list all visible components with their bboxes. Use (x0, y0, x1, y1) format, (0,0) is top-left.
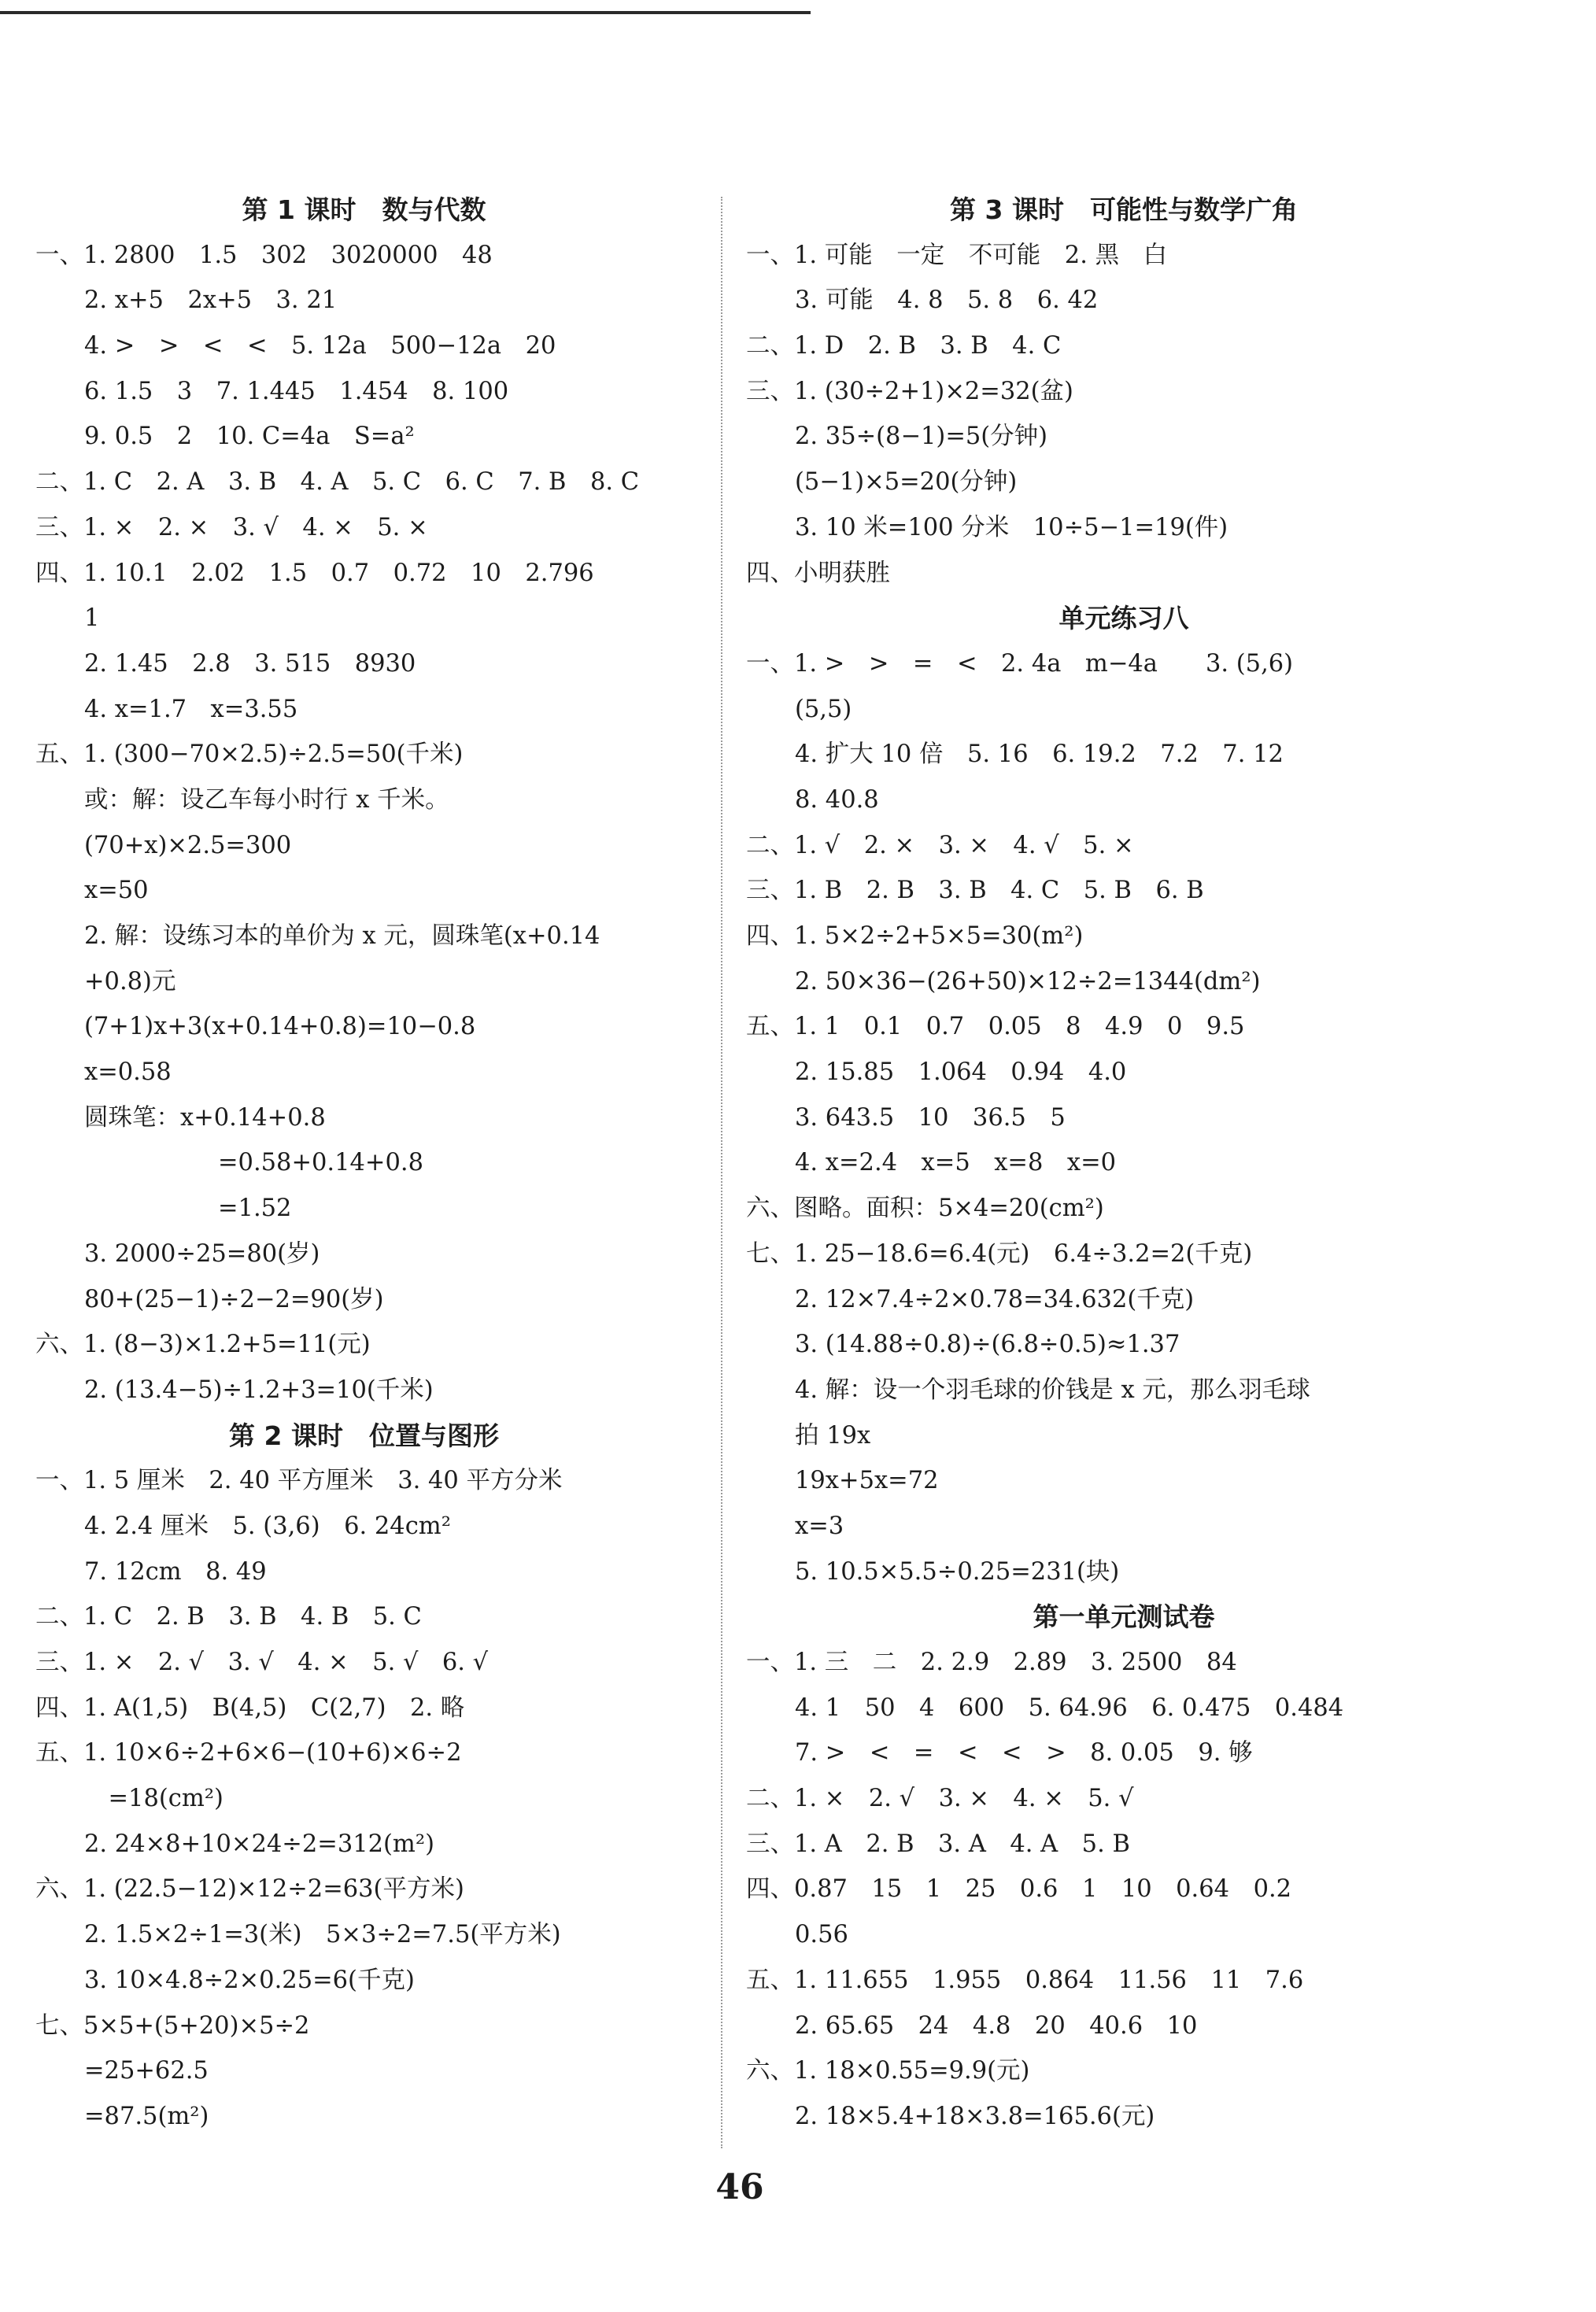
answer-line: =1.52 (218, 1195, 292, 1223)
answer-line: 4. > > < < 5. 12a 500−12a 20 (84, 332, 556, 360)
answer-line: (5,5) (795, 695, 852, 723)
answer-line: 三、1. (30÷2+1)×2=32(盆) (746, 377, 1073, 405)
answer-line: 2. x+5 2x+5 3. 21 (84, 286, 338, 315)
answer-line: 2. 18×5.4+18×3.8=165.6(元) (795, 2102, 1155, 2130)
section-heading: 第 1 课时 数与代数 (242, 194, 486, 225)
answer-line: 80+(25−1)÷2−2=90(岁) (84, 1285, 384, 1313)
answer-line: 四、0.87 15 1 25 0.6 1 10 0.64 0.2 (746, 1875, 1292, 1904)
answer-line: 3. 643.5 10 36.5 5 (795, 1103, 1066, 1132)
answer-line: 2. 1.5×2÷1=3(米) 5×3÷2=7.5(平方米) (84, 1921, 561, 1949)
column-divider (721, 197, 722, 2148)
answer-line: 3. 10×4.8÷2×0.25=6(千克) (84, 1966, 415, 1994)
answer-line: 二、1. C 2. A 3. B 4. A 5. C 6. C 7. B 8. C (35, 468, 640, 497)
answer-line: 4. 2.4 厘米 5. (3,6) 6. 24cm² (84, 1512, 451, 1540)
answer-line: =87.5(m²) (84, 2102, 209, 2130)
answer-line: 1 (84, 604, 100, 633)
answer-line: +0.8)元 (84, 967, 176, 995)
answer-line: 4. 扩大 10 倍 5. 16 6. 19.2 7.2 7. 12 (795, 741, 1284, 769)
answer-line: 一、1. > > = < 2. 4a m−4a 3. (5,6) (746, 649, 1294, 678)
answer-line: 六、图略。面积：5×4=20(cm²) (746, 1195, 1104, 1223)
answer-line: 9. 0.5 2 10. C=4a S=a² (84, 423, 415, 451)
answer-line: (5−1)×5=20(分钟) (795, 468, 1018, 497)
answer-line: 四、1. 10.1 2.02 1.5 0.7 0.72 10 2.796 (35, 559, 594, 587)
answer-line: 五、1. 11.655 1.955 0.864 11.56 11 7.6 (746, 1966, 1304, 1994)
answer-line: 4. 1 50 4 600 5. 64.96 6. 0.475 0.484 (795, 1693, 1344, 1722)
answer-line: 2. 12×7.4÷2×0.78=34.632(千克) (795, 1285, 1195, 1313)
answer-line: 5. 10.5×5.5÷0.25=231(块) (795, 1557, 1120, 1586)
answer-line: 五、1. 10×6÷2+6×6−(10+6)×6÷2 (35, 1739, 462, 1767)
answer-line: =25+62.5 (84, 2057, 209, 2085)
right-column (746, 187, 1533, 2140)
answer-line: x=50 (84, 877, 149, 905)
section-heading: 单元练习八 (1058, 603, 1189, 634)
answer-line: 二、1. √ 2. × 3. × 4. √ 5. × (746, 831, 1134, 859)
answer-line: 二、1. D 2. B 3. B 4. C (746, 332, 1062, 360)
answer-line: 3. 2000÷25=80(岁) (84, 1239, 320, 1268)
answer-line: 0.56 (795, 1921, 848, 1949)
answer-line: 四、1. A(1,5) B(4,5) C(2,7) 2. 略 (35, 1693, 465, 1722)
answer-line: 三、1. A 2. B 3. A 4. A 5. B (746, 1830, 1130, 1858)
answer-line: (70+x)×2.5=300 (84, 831, 292, 859)
answer-line: 一、1. 2800 1.5 302 3020000 48 (35, 241, 493, 269)
answer-line: 圆珠笔：x+0.14+0.8 (84, 1103, 326, 1132)
page-number: 46 (715, 2167, 764, 2207)
answer-line: 7. 12cm 8. 49 (84, 1557, 267, 1586)
answer-line: 二、1. × 2. √ 3. × 4. × 5. √ (746, 1785, 1134, 1813)
answer-line: (7+1)x+3(x+0.14+0.8)=10−0.8 (84, 1013, 476, 1041)
answer-line: 四、1. 5×2÷2+5×5=30(m²) (746, 922, 1084, 950)
answer-line: 六、1. (8−3)×1.2+5=11(元) (35, 1331, 371, 1359)
answer-line: 一、1. 5 厘米 2. 40 平方厘米 3. 40 平方分米 (35, 1467, 563, 1495)
answer-line: 六、1. (22.5−12)×12÷2=63(平方米) (35, 1875, 464, 1904)
section-heading: 第 2 课时 位置与图形 (229, 1420, 499, 1451)
answer-line: 2. (13.4−5)÷1.2+3=10(千米) (84, 1376, 434, 1404)
answer-line: =0.58+0.14+0.8 (218, 1149, 423, 1177)
answer-line: 4. 解：设一个羽毛球的价钱是 x 元，那么羽毛球 (795, 1376, 1310, 1404)
answer-line: 7. > < = < < > 8. 0.05 9. 够 (795, 1739, 1253, 1767)
answer-line: 三、1. × 2. × 3. √ 4. × 5. × (35, 513, 428, 541)
answer-line: 拍 19x (795, 1421, 871, 1450)
answer-line: 2. 65.65 24 4.8 20 40.6 10 (795, 2011, 1198, 2040)
answer-line: 3. (14.88÷0.8)÷(6.8÷0.5)≈1.37 (795, 1331, 1180, 1359)
answer-line: 6. 1.5 3 7. 1.445 1.454 8. 100 (84, 377, 509, 405)
answer-line: 三、1. B 2. B 3. B 4. C 5. B 6. B (746, 877, 1204, 905)
section-heading: 第 3 课时 可能性与数学广角 (950, 194, 1298, 225)
answer-line: 3. 10 米=100 分米 10÷5−1=19(件) (795, 513, 1228, 541)
answer-line: 4. x=2.4 x=5 x=8 x=0 (795, 1149, 1117, 1177)
answer-line: 或：解：设乙车每小时行 x 千米。 (84, 785, 449, 814)
answer-line: =18(cm²) (84, 1785, 224, 1813)
answer-line: 3. 可能 4. 8 5. 8 6. 42 (795, 286, 1099, 315)
answer-line: 三、1. × 2. √ 3. √ 4. × 5. √ 6. √ (35, 1649, 489, 1676)
answer-line: 19x+5x=72 (795, 1467, 939, 1495)
answer-line: 2. 15.85 1.064 0.94 4.0 (795, 1058, 1127, 1087)
answer-line: 七、1. 25−18.6=6.4(元) 6.4÷3.2=2(千克) (746, 1239, 1253, 1268)
top-rule (0, 11, 811, 14)
answer-line: 一、1. 可能 一定 不可能 2. 黑 白 (746, 241, 1168, 269)
answer-line: 四、小明获胜 (746, 559, 890, 587)
answer-line: 2. 24×8+10×24÷2=312(m²) (84, 1830, 434, 1858)
answer-line: 8. 40.8 (795, 785, 879, 814)
answer-line: 2. 1.45 2.8 3. 515 8930 (84, 649, 416, 678)
answer-line: x=3 (795, 1512, 844, 1540)
section-heading: 第一单元测试卷 (1033, 1601, 1215, 1633)
answer-line: 七、5×5+(5+20)×5÷2 (35, 2011, 310, 2040)
answer-line: 2. 50×36−(26+50)×12÷2=1344(dm²) (795, 967, 1261, 995)
left-column (35, 187, 708, 2140)
answer-line: 五、1. (300−70×2.5)÷2.5=50(千米) (35, 741, 464, 769)
answer-line: 2. 35÷(8−1)=5(分钟) (795, 423, 1048, 451)
answer-line: 五、1. 1 0.1 0.7 0.05 8 4.9 0 9.5 (746, 1013, 1245, 1041)
answer-line: 一、1. 三 二 2. 2.9 2.89 3. 2500 84 (746, 1649, 1237, 1676)
answer-line: 二、1. C 2. B 3. B 4. B 5. C (35, 1603, 422, 1631)
answer-line: 2. 解：设练习本的单价为 x 元，圆珠笔(x+0.14 (84, 922, 600, 950)
answer-line: x=0.58 (84, 1058, 172, 1087)
answer-line: 4. x=1.7 x=3.55 (84, 695, 298, 723)
answer-line: 六、1. 18×0.55=9.9(元) (746, 2057, 1030, 2085)
